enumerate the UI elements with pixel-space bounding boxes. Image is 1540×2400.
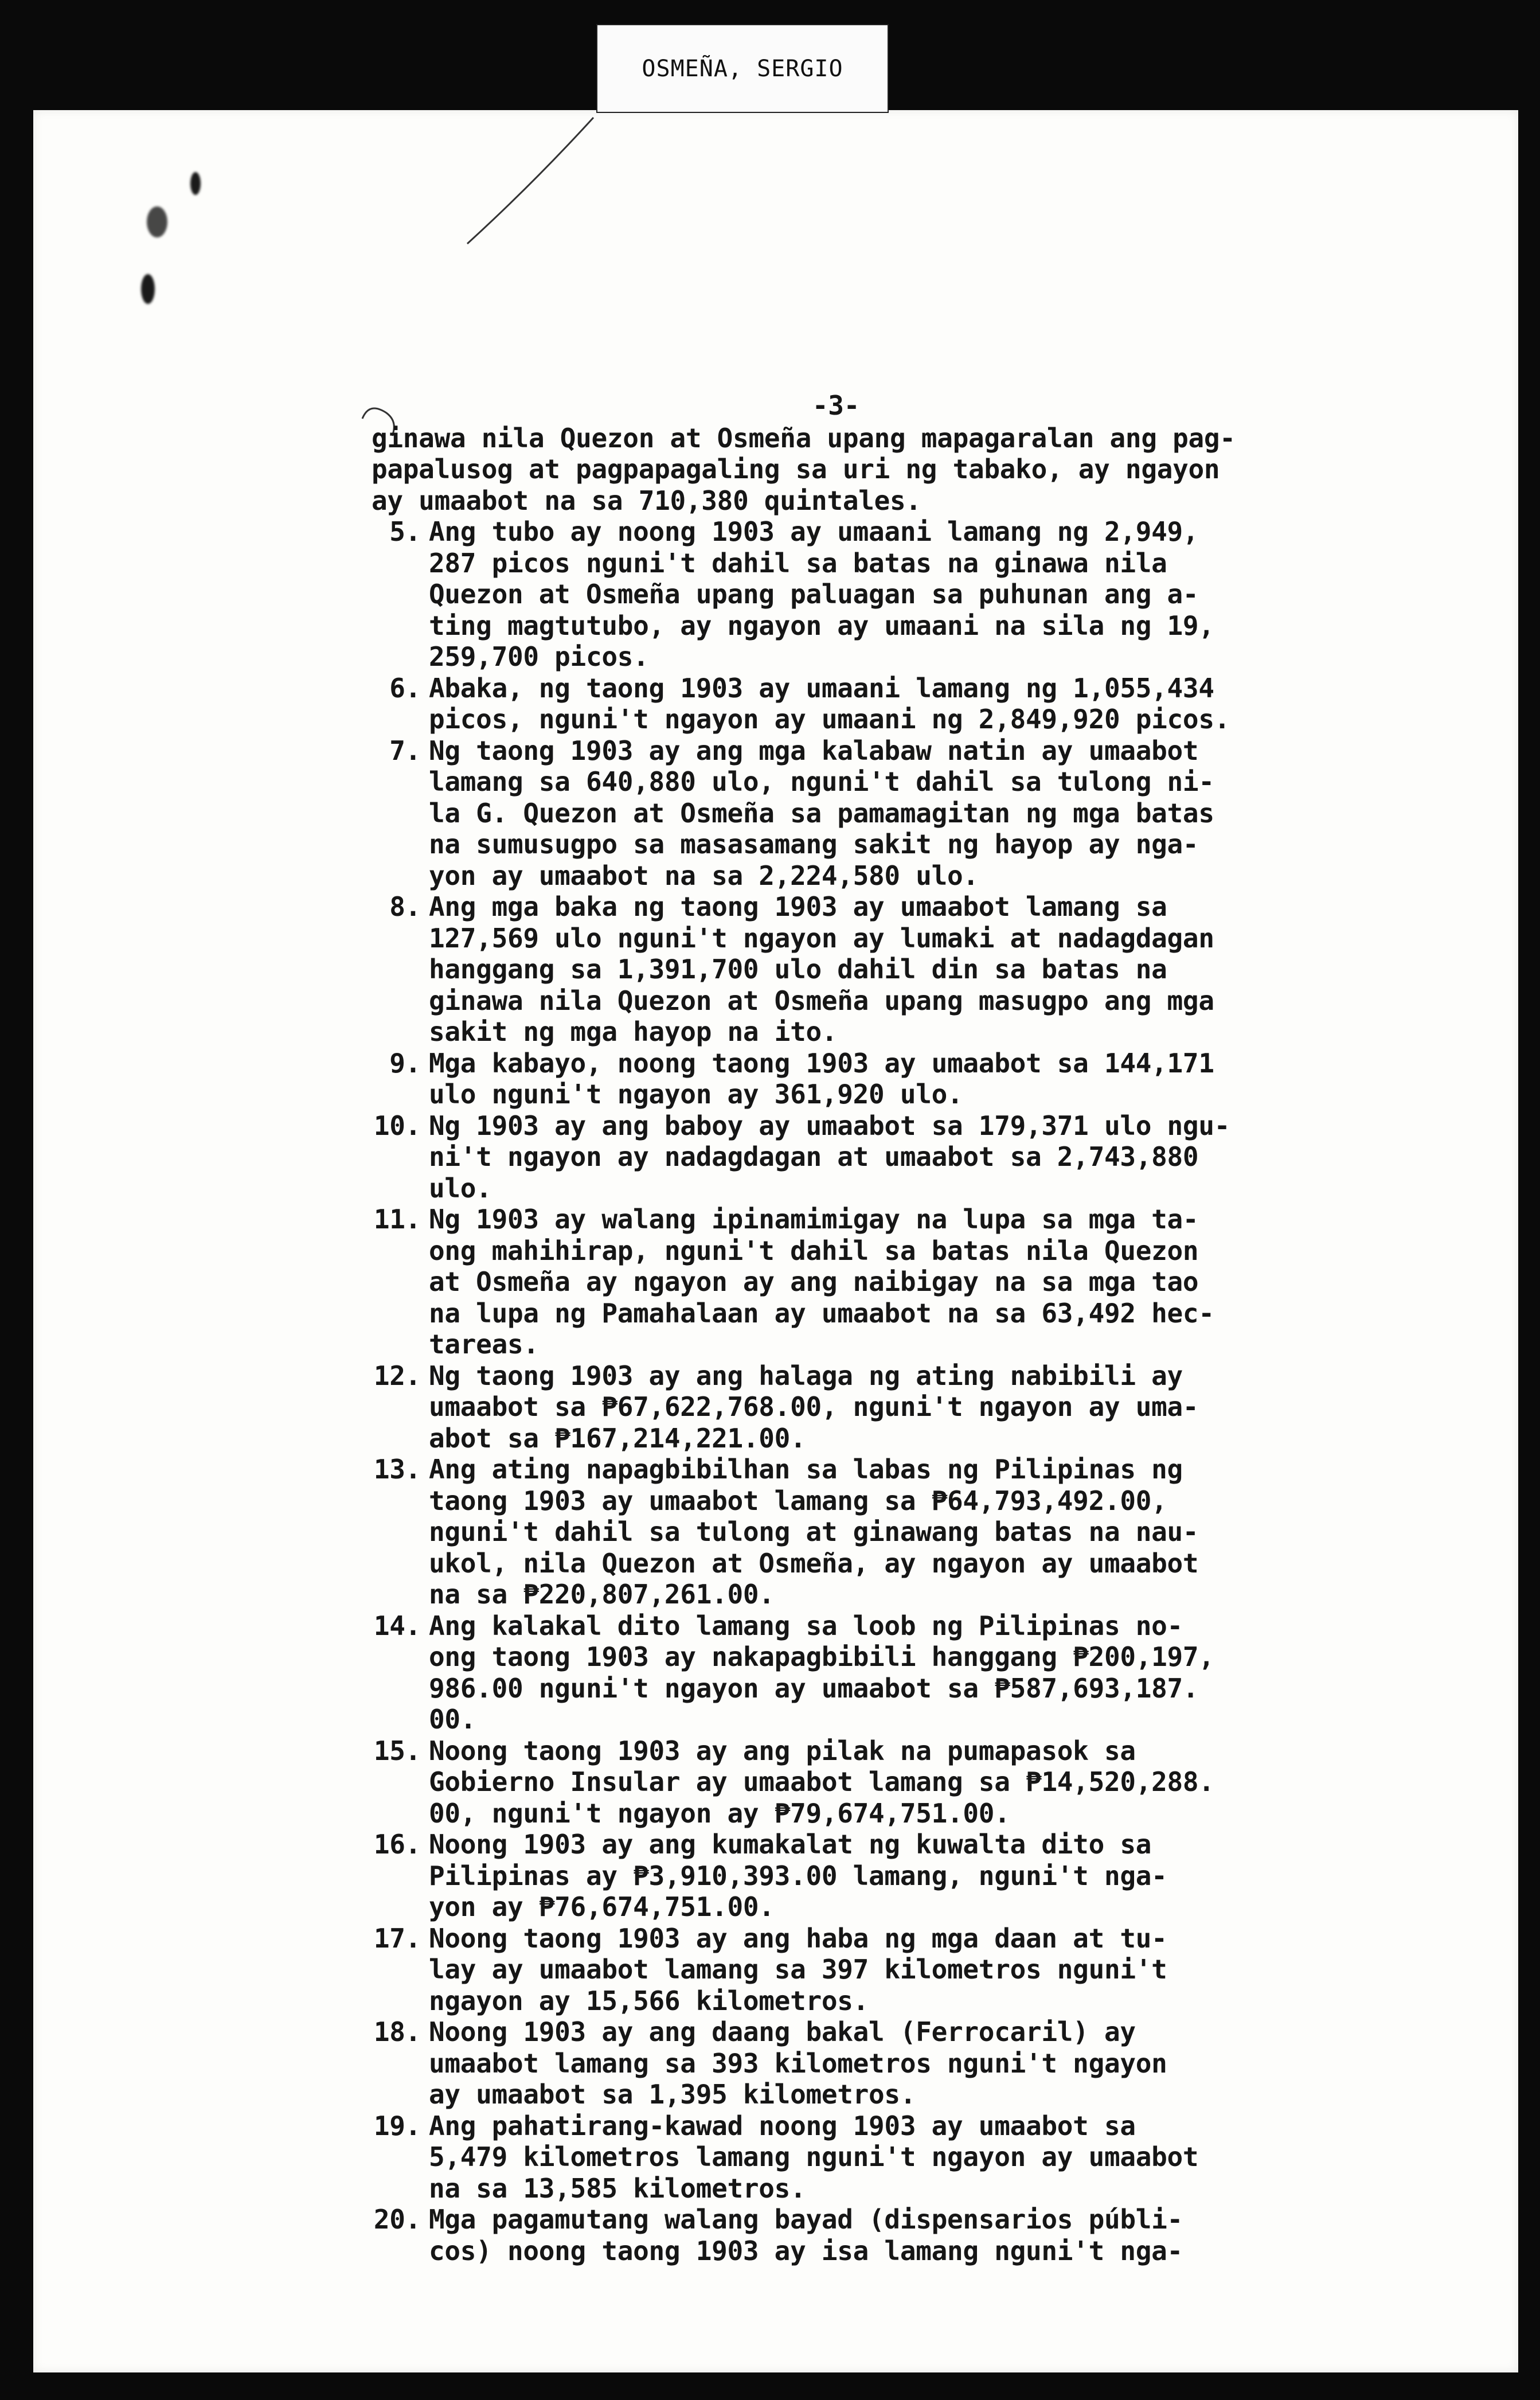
folder-label-text: OSMEÑA, SERGIO <box>642 55 843 82</box>
document-body <box>372 390 1369 2266</box>
list-item <box>372 673 1369 735</box>
item-text: Ng 1903 ay walang ipinamimigay na lupa sa mga ta- ong mahihirap, nguni't dahil sa batas nila Quezon at Osmeña ay ngayon ay ang naibigay na sa mga tao na lupa ng Pamahalaan ay umaabot na sa 63,492 hec- tareas. <box>429 1204 1214 1360</box>
list-item <box>372 2110 1369 2204</box>
item-number: 19. <box>373 2110 421 2141</box>
ink-blot <box>141 274 155 304</box>
item-number: 6. <box>389 672 421 704</box>
item-text: Ang mga baka ng taong 1903 ay umaabot lamang sa 127,569 ulo nguni't ngayon ay lumaki at nadagdagan hanggang sa 1,391,700 ulo dahil din sa batas na ginawa nila Quezon at Osmeña upang masugpo ang mga sakit ng mga hayop na ito. <box>429 891 1214 1047</box>
item-number: 11. <box>373 1204 421 1235</box>
list-item <box>372 516 1369 673</box>
ink-blot <box>147 206 167 237</box>
item-text: Noong taong 1903 ay ang haba ng mga daan at tu- lay ay umaabot lamang sa 397 kilometros nguni't ngayon ay 15,566 kilometros. <box>429 1922 1167 2016</box>
list-item <box>372 1204 1369 1360</box>
item-text: Ang kalakal dito lamang sa loob ng Pilipinas no- ong taong 1903 ay nakapagbibili hanggang ₱200,197, 986.00 nguni't ngayon ay umaabot sa ₱587,693,187. 00. <box>429 1610 1214 1735</box>
item-text: Ng 1903 ay ang baboy ay umaabot sa 179,371 ulo ngu- ni't ngayon ay nadagdagan at umaabot sa 2,743,880 ulo. <box>429 1110 1230 1204</box>
item-text: Mga kabayo, noong taong 1903 ay umaabot sa 144,171 ulo nguni't ngayon ay 361,920 ulo. <box>429 1047 1214 1110</box>
list-item <box>372 1360 1369 1454</box>
list-item <box>372 1610 1369 1735</box>
item-text: Noong taong 1903 ay ang pilak na pumapasok sa Gobierno Insular ay umaabot lamang sa ₱14,520,288. 00, nguni't ngayon ay ₱79,674,751.00. <box>429 1735 1214 1829</box>
list-item <box>372 1923 1369 2017</box>
item-text: Abaka, ng taong 1903 ay umaani lamang ng 1,055,434 picos, nguni't ngayon ay umaani ng 2,849,920 picos. <box>429 672 1230 735</box>
ink-blot <box>190 172 201 195</box>
item-number: 17. <box>373 1922 421 1954</box>
intro-paragraph: ginawa nila Quezon at Osmeña upang mapagaralan ang pag- papalusog at pagpapagaling sa uri ng tabako, ay ngayon ay umaabot na sa 710,380 quintales. <box>372 422 1236 516</box>
folder-label <box>596 24 889 113</box>
list-item <box>372 1048 1369 1110</box>
page-number: -3- <box>812 390 860 421</box>
item-number: 16. <box>373 1829 421 1860</box>
item-text: Ang ating napagbibilhan sa labas ng Pilipinas ng taong 1903 ay umaabot lamang sa ₱64,793,492.00, nguni't dahil sa tulong at ginawang batas na nau- ukol, nila Quezon at Osmeña, ay ngayon ay umaabot na sa ₱220,807,261.00. <box>429 1454 1199 1610</box>
list-item <box>372 1735 1369 1829</box>
list-item <box>372 1454 1369 1610</box>
item-text: Ng taong 1903 ay ang mga kalabaw natin ay umaabot lamang sa 640,880 ulo, nguni't dahil sa tulong ni- la G. Quezon at Osmeña sa pamamagitan ng mga batas na sumusugpo sa masasamang sakit ng hayop ay nga- yon ay umaabot na sa 2,224,580 ulo. <box>429 735 1214 891</box>
item-number: 9. <box>389 1047 421 1079</box>
item-number: 5. <box>389 516 421 547</box>
list-item <box>372 1829 1369 1923</box>
list-item <box>372 2016 1369 2110</box>
list-item <box>372 735 1369 892</box>
item-number: 10. <box>373 1110 421 1141</box>
item-number: 12. <box>373 1360 421 1391</box>
list-item <box>372 1110 1369 1204</box>
item-number: 18. <box>373 2016 421 2047</box>
item-text: Noong 1903 ay ang kumakalat ng kuwalta dito sa Pilipinas ay ₱3,910,393.00 lamang, nguni't nga- yon ay ₱76,674,751.00. <box>429 1829 1167 1922</box>
pencil-mark <box>464 115 596 247</box>
item-text: Ang tubo ay noong 1903 ay umaani lamang ng 2,949, 287 picos nguni't dahil sa batas na ginawa nila Quezon at Osmeña upang paluagan sa puhunan ang a- ting magtutubo, ay ngayon ay umaani na sila ng 19, 259,700 picos. <box>429 516 1214 672</box>
list-item <box>372 891 1369 1048</box>
item-text: Ang pahatirang-kawad noong 1903 ay umaabot sa 5,479 kilometros lamang nguni't ngayon ay umaabot na sa 13,585 kilometros. <box>429 2110 1199 2204</box>
item-number: 13. <box>373 1454 421 1485</box>
item-text: Ng taong 1903 ay ang halaga ng ating nabibili ay umaabot sa ₱67,622,768.00, nguni't ngayon ay uma- abot sa ₱167,214,221.00. <box>429 1360 1199 1454</box>
item-number: 7. <box>389 735 421 766</box>
item-number: 20. <box>373 2204 421 2235</box>
item-text: Mga pagamutang walang bayad (dispensarios públi- cos) noong taong 1903 ay isa lamang nguni't nga- <box>429 2204 1183 2266</box>
item-number: 14. <box>373 1610 421 1641</box>
item-number: 8. <box>389 891 421 922</box>
list-item <box>372 2204 1369 2266</box>
item-text: Noong 1903 ay ang daang bakal (Ferrocaril) ay umaabot lamang sa 393 kilometros nguni't ngayon ay umaabot sa 1,395 kilometros. <box>429 2016 1167 2110</box>
item-number: 15. <box>373 1735 421 1766</box>
numbered-list <box>372 516 1369 2266</box>
